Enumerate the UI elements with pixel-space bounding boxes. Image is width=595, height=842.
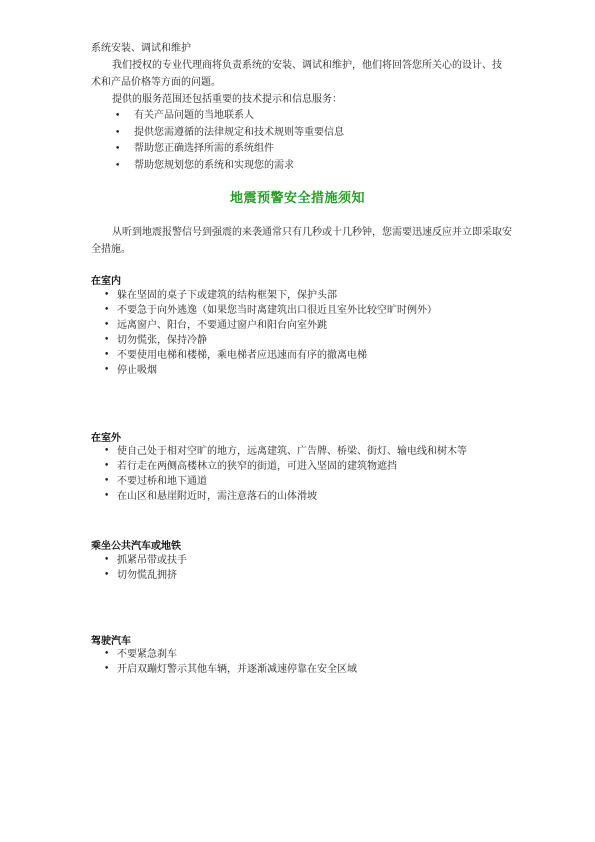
list-item: • 不要急于向外逃逸（如果您当时离建筑出口很近且室外比较空旷时例外） — [104, 305, 437, 316]
section-title-indoors: 在室内 — [91, 276, 121, 287]
list-item: • 开启双蹦灯警示其他车辆，并逐渐减速停靠在安全区域 — [104, 664, 357, 675]
list-item: • 若行走在两侧高楼林立的狭窄的街道，可进入坚固的建筑物遮挡 — [104, 461, 397, 472]
service-scope-paragraph: 提供的服务范围还包括重要的技术提示和信息服务： — [112, 94, 342, 105]
service-paragraph: 我们授权的专业代理商将负责系统的安装、调试和维护，他们将回答您所关心的设计、技术和产品价格等方面的问题。 — [91, 60, 502, 88]
list-item: • 不要过桥和地下通道 — [104, 476, 207, 487]
section-list-indoors — [104, 288, 437, 378]
page-title: 地震预警安全措施须知 — [229, 191, 365, 206]
bullet-icon: • — [104, 365, 110, 375]
section-list-driving — [104, 647, 357, 677]
section-title-driving: 驾驶汽车 — [91, 636, 131, 647]
list-item: • 远离窗户、阳台，不要通过窗户和阳台向室外跳 — [104, 320, 327, 331]
bullet-icon: • — [104, 570, 110, 580]
list-item: • 提供您需遵循的法律规定和技术规则等重要信息 — [113, 125, 344, 142]
list-item: • 切勿慌乱拥挤 — [104, 570, 177, 581]
list-item: • 帮助您规划您的系统和实现您的需求 — [113, 158, 344, 175]
list-item: • 停止吸烟 — [104, 365, 157, 376]
bullet-icon: • — [104, 446, 110, 456]
list-item: • 帮助您正确选择所需的系统组件 — [113, 141, 344, 158]
section-title-transit: 乘坐公共汽车或地铁 — [91, 541, 181, 552]
bullet-icon: • — [115, 144, 121, 154]
bullet-icon: • — [104, 649, 110, 659]
bullet-icon: • — [115, 160, 121, 171]
list-item: • 躲在坚固的桌子下或建筑的结构框架下，保护头部 — [104, 290, 337, 301]
list-item: • 使自己处于相对空旷的地方，远离建筑、广告牌、桥梁、街灯、输电线和树木等 — [104, 446, 467, 457]
list-item: • 不要使用电梯和楼梯，乘电梯者应迅速而有序的撤离电梯 — [104, 350, 367, 361]
list-item: • 切勿慌张，保持冷静 — [104, 335, 207, 346]
list-item: • 不要紧急刹车 — [104, 649, 177, 660]
bullet-icon: • — [104, 290, 110, 300]
bullet-icon: • — [115, 111, 121, 121]
bullet-icon: • — [104, 320, 110, 330]
list-item: • 有关产品问题的当地联系人 — [113, 108, 344, 125]
section-list-outdoors — [104, 444, 467, 504]
bullet-icon: • — [115, 127, 121, 138]
bullet-icon: • — [104, 491, 110, 501]
list-item: • 在山区和悬崖附近时，需注意落石的山体滑坡 — [104, 491, 317, 502]
bullet-icon: • — [104, 461, 110, 471]
bullet-icon: • — [104, 555, 110, 565]
intro-paragraph: 从听到地震报警信号到强震的来袭通常只有几秒或十几秒钟，您需要迅速反应并立即采取安全措施。 — [91, 227, 512, 255]
bullet-icon: • — [104, 664, 110, 674]
service-heading: 系统安装、调试和维护 — [91, 43, 191, 54]
section-title-outdoors: 在室外 — [91, 433, 121, 444]
bullet-icon: • — [104, 350, 110, 360]
section-list-transit — [104, 553, 187, 583]
list-item: • 抓紧吊带或扶手 — [104, 555, 187, 566]
bullet-icon: • — [104, 476, 110, 486]
bullet-icon: • — [104, 305, 110, 315]
service-list — [113, 108, 344, 174]
bullet-icon: • — [104, 335, 110, 345]
